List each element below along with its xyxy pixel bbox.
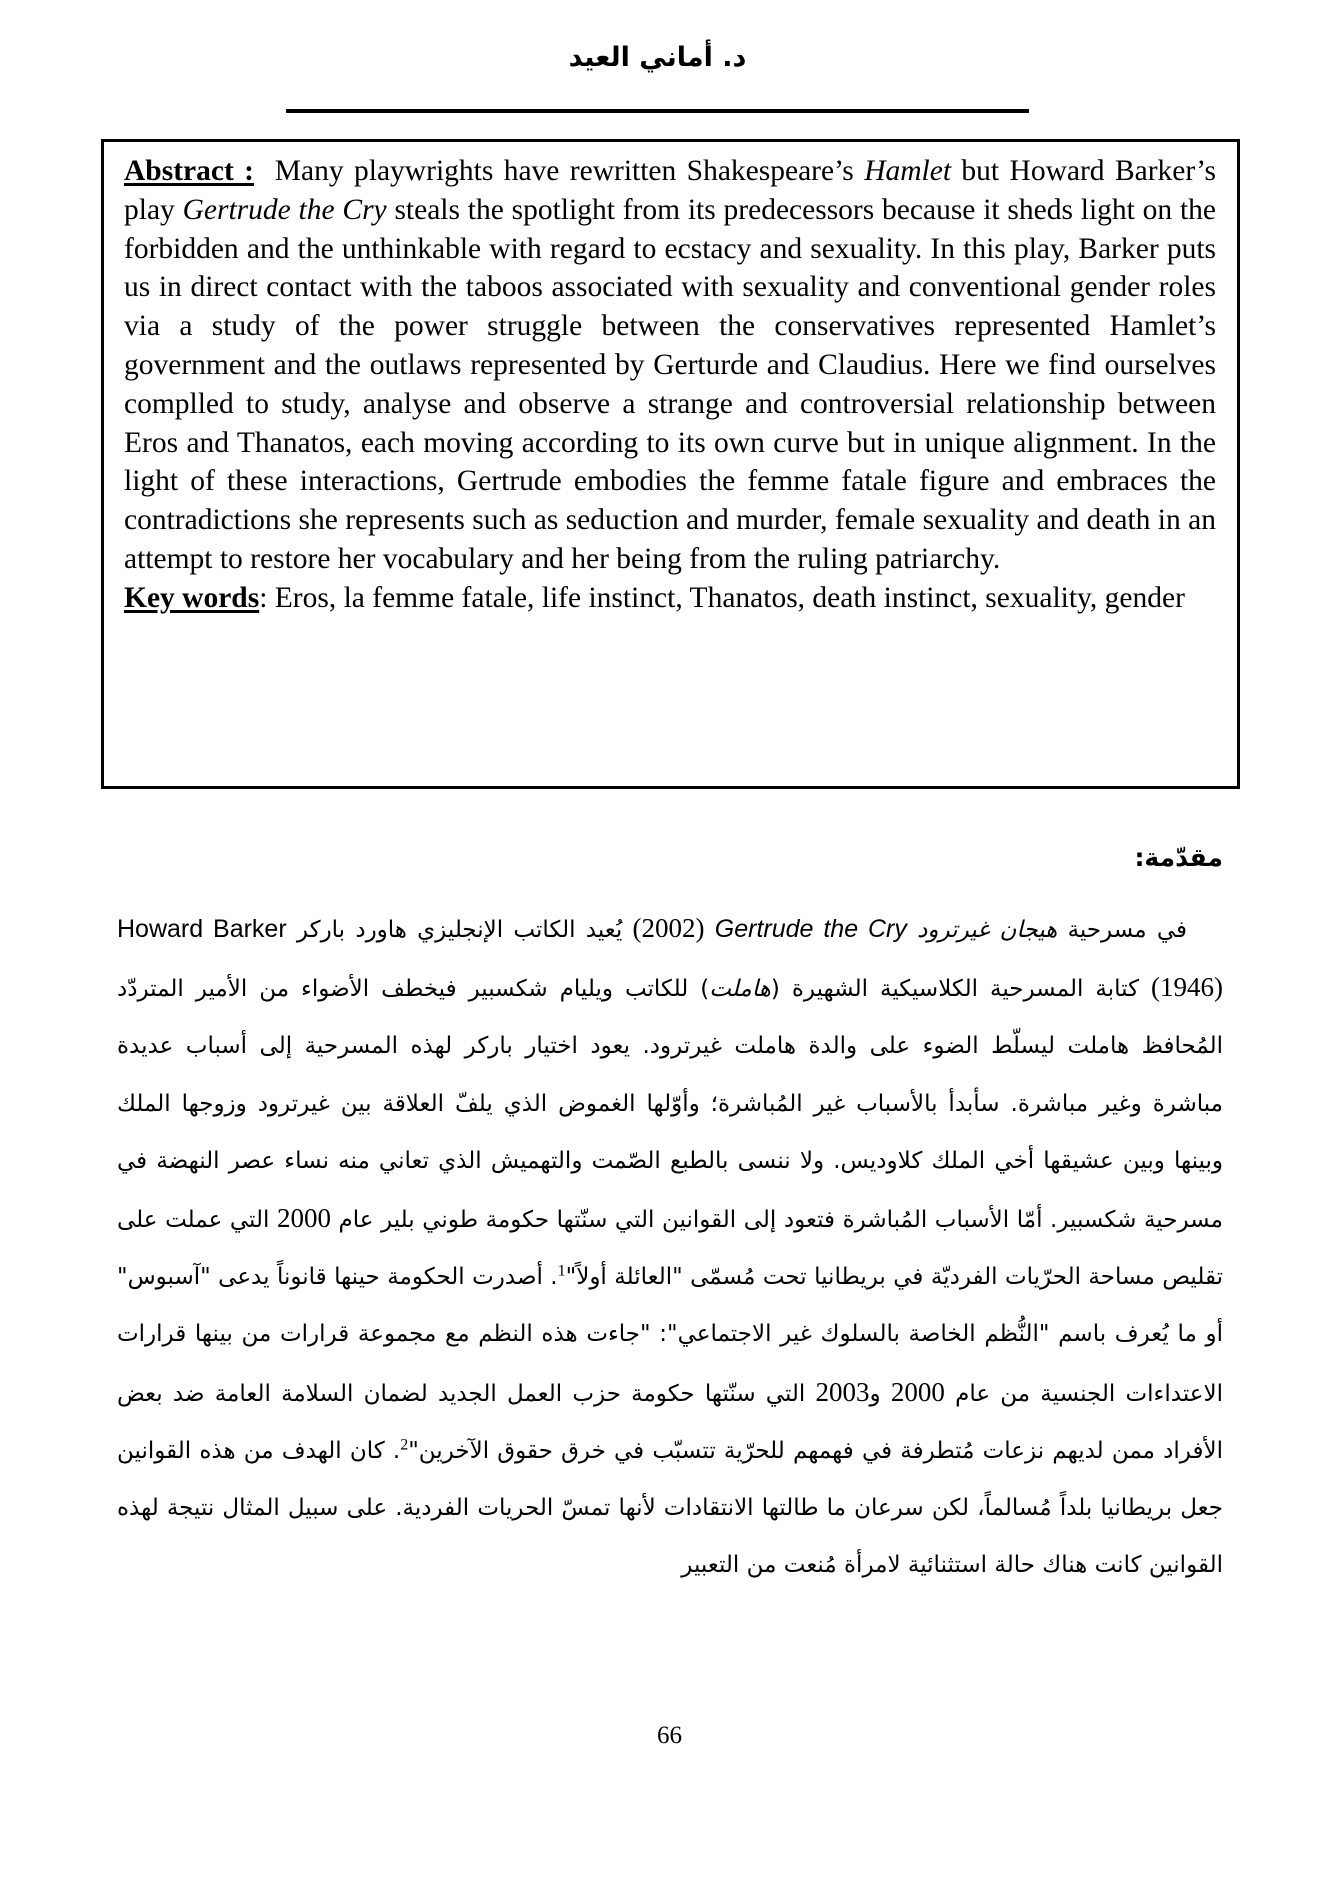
year-2002: (2002) bbox=[632, 913, 705, 943]
intro-text: ) للكاتب ويليام شكسبير فيخطف الأضواء من الأمير المتردّد المُحافظ هاملت ليسلّط الضوء على والدة هاملت غيرترود. يعود اختيار باركر لهذه المسرحية إلى أسباب عديدة مباشرة وغير مباشرة. سأبدأ بالأسباب غير المُباشرة؛ وأوّلها الغموض الذي يلفّ العلاقة بين غيرترود وزوجها الملك وبينها وبين عشيقها أخي الملك كلاوديس. ولا ننسى بالطبع الصّمت والتهميش الذي تعاني منه نساء عصر النهضة في مسرحية شكسبير. أمّا الأسباب المُباشرة فتعود إلى القوانين التي سنّتها حكومة طوني بلير عام bbox=[117, 976, 1223, 1234]
keywords-paragraph bbox=[124, 579, 1216, 618]
intro-text: . كان الهدف من هذه القوانين جعل بريطانيا بلداً مُسالماً، لكن سرعان ما طالتها الانتقادات لأنها تمسّ الحريات الفردية. على سبيل المثال نتيجة لهذه القوانين كانت هناك حالة استثنائية لامرأة مُنعت من التعبير bbox=[117, 1437, 1223, 1579]
introduction-section bbox=[117, 838, 1223, 1594]
keywords-label: Key words bbox=[124, 581, 260, 614]
year-1946: (1946) bbox=[1151, 972, 1223, 1003]
abstract-paragraph bbox=[124, 152, 1216, 579]
abstract-text-3: steals the spotlight from its predecessors because it sheds light on the forbidden and the unthinkable with regard to ecstacy and sexuality. In this play, Barker puts us in direct contact with the taboos associated with sexuality and conventional gender roles via a study of the power struggle between the conservatives represented Hamlet’s government and the outlaws represented by Gerturde and Claudius. Here we find ourselves complled to study, analyse and observe a strange and controversial relationship between Eros and Thanatos, each moving according to its own curve but in unique alignment. In the light of these interactions, Gertrude embodies the femme fatale figure and embraces the contradictions she represents such as seduction and murder, female sexuality and death in an attempt to restore her vocabulary and her being from the ruling patriarchy. bbox=[124, 193, 1216, 575]
abstract-text-1: Many playwrights have rewritten Shakespeare’s bbox=[254, 155, 865, 187]
play-title: Gertrude the Cry bbox=[182, 193, 387, 226]
introduction-paragraph bbox=[117, 900, 1223, 1594]
footnote-ref-2[interactable]: 2 bbox=[400, 1436, 409, 1454]
keywords-text: : Eros, la femme fatale, life instinct, Thanatos, death instinct, sexuality, gender bbox=[259, 581, 1185, 614]
intro-text: التي عملت على تقليص مساحة الحرّيات الفرديّة في بريطانيا تحت مُسمّى "العائلة أولاً" bbox=[117, 1207, 1223, 1291]
intro-text: يُعيد الكاتب الإنجليزي هاورد باركر bbox=[286, 917, 633, 943]
abstract-box bbox=[101, 139, 1240, 789]
page-number: 66 bbox=[657, 1722, 682, 1749]
intro-text: التي سنّتها حكومة حزب العمل الجديد لضمان السلامة العامة ضد بعض الأفراد ممن لديهم نزعات مُتطرفة في فهمهم للحرّية تتسبّب في خرق حقوق الآخرين" bbox=[117, 1380, 1223, 1464]
english-play-title: Gertrude the Cry bbox=[714, 915, 907, 943]
abstract-text-2: but Howard Barker’s play bbox=[124, 155, 1216, 226]
intro-text: و bbox=[869, 1380, 891, 1407]
year-2003: 2003 bbox=[815, 1376, 870, 1407]
intro-text: كتابة المسرحية الكلاسيكية الشهيرة ( bbox=[770, 976, 1151, 1003]
year-2000: 2000 bbox=[276, 1203, 331, 1234]
intro-text: في مسرحية bbox=[1057, 917, 1188, 943]
year-2000: 2000 bbox=[890, 1376, 945, 1407]
intro-text: . أصدرت الحكومة حينها قانوناً يدعى "آسبوس" أو ما يُعرف باسم "النُّظم الخاصة بالسلوك غير الاجتماعي": "جاءت هذه النظم مع مجموعة قرارات من بينها قرارات الاعتداءات الجنسية من عام bbox=[117, 1264, 1223, 1407]
header-rule bbox=[286, 109, 1029, 113]
hamlet-arabic-title: هاملت bbox=[709, 976, 771, 1003]
abstract-label: Abstract : bbox=[124, 155, 254, 187]
hamlet-title: Hamlet bbox=[864, 155, 952, 187]
author-english-name: Howard Barker bbox=[117, 915, 287, 943]
author-name: د. أماني العيد bbox=[568, 42, 747, 73]
introduction-heading: مقدّمة: bbox=[1134, 843, 1223, 872]
arabic-play-title: هيجان غيرترود bbox=[917, 917, 1058, 943]
footnote-ref-1[interactable]: 1 bbox=[557, 1262, 566, 1280]
